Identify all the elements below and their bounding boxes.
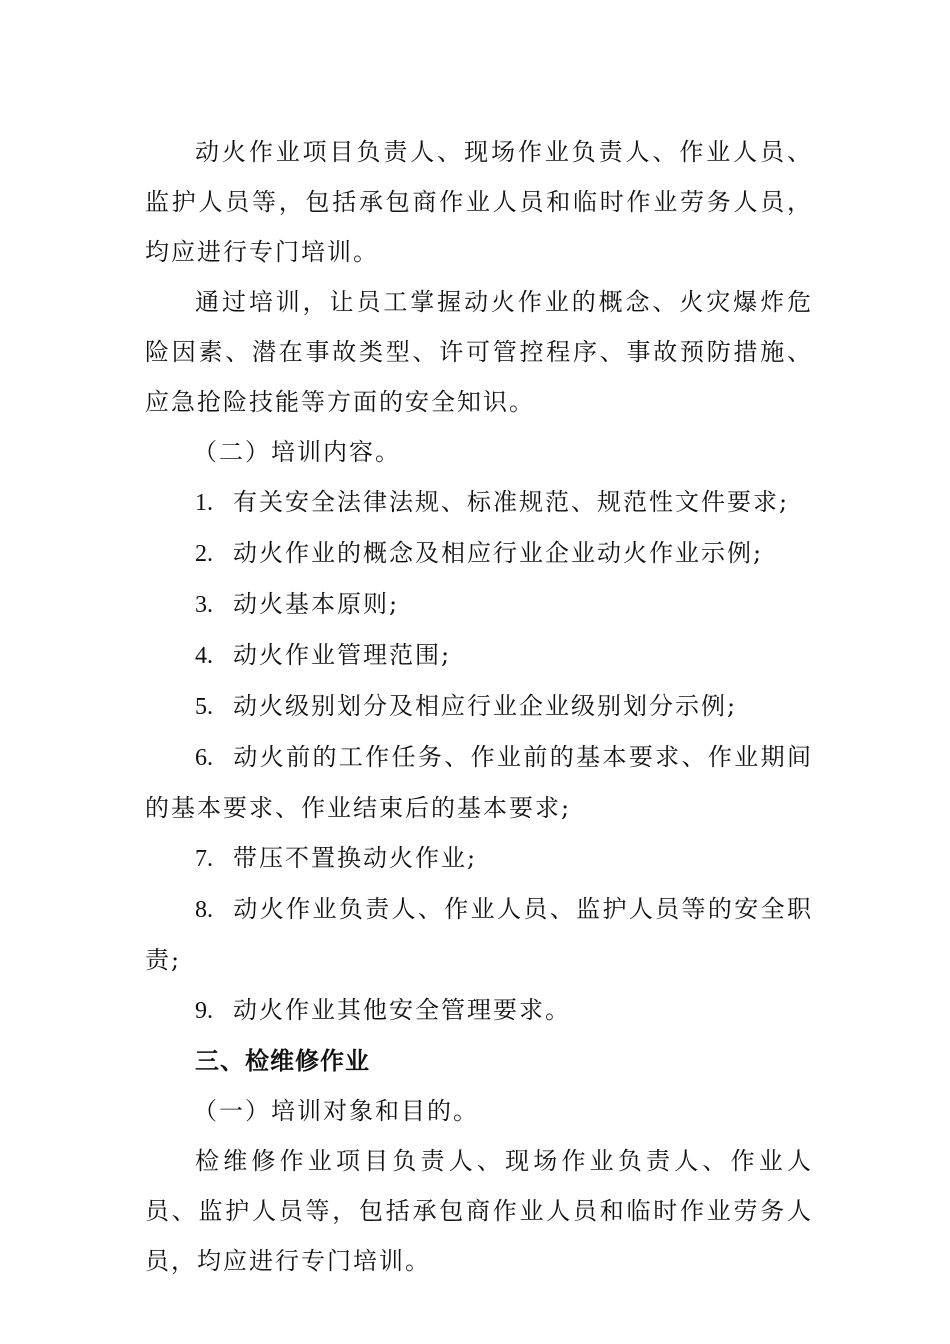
training-content-list: [145, 477, 813, 1036]
subheading-training-content: （二）培训内容。: [193, 438, 401, 466]
paragraph-training-purpose: 通过培训，让员工掌握动火作业的概念、火灾爆炸危险因素、潜在事故类型、许可管控程序、事故预防措施、应急抢险技能等方面的安全知识。: [145, 288, 813, 416]
list-item: [145, 985, 813, 1036]
list-item-text: 动火作业其他安全管理要求。: [233, 996, 571, 1024]
paragraph-maintenance-personnel: 检维修作业项目负责人、现场作业负责人、作业人员、监护人员等，包括承包商作业人员和临时作业劳务人员，均应进行专门培训。: [145, 1147, 813, 1275]
list-item-text: 动火前的工作任务、作业前的基本要求、作业期间的基本要求、作业结束后的基本要求;: [145, 743, 813, 822]
list-item-text: 动火基本原则;: [233, 590, 400, 618]
list-item-text: 动火级别划分及相应行业企业级别划分示例;: [233, 692, 738, 720]
list-item-text: 带压不置换动火作业;: [233, 844, 478, 872]
list-item-text: 动火作业负责人、作业人员、监护人员等的安全职责;: [145, 895, 813, 974]
list-item-number: 9.: [195, 998, 213, 1024]
document-body: [145, 127, 813, 1286]
section-heading-maintenance: 三、检维修作业: [195, 1047, 370, 1075]
list-item-number: 1.: [195, 490, 213, 516]
list-item-number: 7.: [195, 846, 213, 872]
list-item-text: 动火作业的概念及相应行业企业动火作业示例;: [233, 539, 764, 567]
list-item-number: 5.: [195, 694, 213, 720]
list-item: [145, 528, 813, 579]
list-item: [145, 884, 813, 985]
list-item: [145, 681, 813, 732]
list-item: [145, 732, 813, 833]
list-item-text: 有关安全法律法规、标准规范、规范性文件要求;: [233, 488, 790, 516]
list-item: [145, 833, 813, 884]
list-item: [145, 579, 813, 630]
list-item: [145, 630, 813, 681]
list-item-text: 动火作业管理范围;: [233, 641, 452, 669]
list-item-number: 8.: [195, 897, 213, 923]
list-item-number: 2.: [195, 541, 213, 567]
list-item: [145, 477, 813, 528]
subheading-training-targets: （一）培训对象和目的。: [193, 1097, 479, 1125]
list-item-number: 3.: [195, 592, 213, 618]
paragraph-training-personnel: 动火作业项目负责人、现场作业负责人、作业人员、监护人员等，包括承包商作业人员和临时作业劳务人员，均应进行专门培训。: [145, 138, 813, 266]
list-item-number: 6.: [195, 745, 213, 771]
list-item-number: 4.: [195, 643, 213, 669]
